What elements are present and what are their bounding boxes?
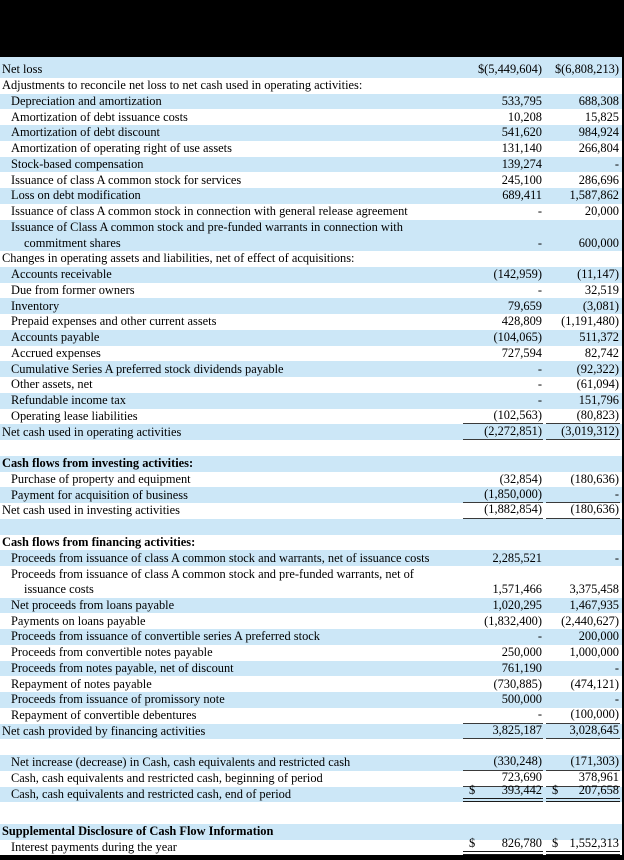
row-label-text: Cash, cash equivalents and restricted cash, beginning of period	[11, 771, 323, 785]
row-label-text: Changes in operating assets and liabilities, net of effect of acquisitions:	[2, 251, 355, 266]
row-label-text: Net cash used in operating activities	[2, 424, 182, 439]
cell-value: 207,658	[578, 782, 619, 797]
table-row	[0, 409, 622, 425]
value-col1	[463, 692, 543, 708]
row-label-text: Proceeds from issuance of promissory note	[11, 692, 225, 707]
value-col1	[463, 754, 543, 771]
value-col1	[463, 472, 543, 488]
value-col1	[463, 629, 543, 645]
value-col2	[546, 754, 620, 771]
row-label	[0, 724, 463, 740]
row-label-text: Amortization of operating right of use assets	[11, 141, 232, 155]
value-col1	[463, 707, 543, 724]
row-label	[0, 362, 463, 378]
table-row	[0, 361, 622, 377]
value-col2	[546, 472, 620, 488]
table-row	[0, 566, 622, 598]
value-col1	[463, 125, 543, 141]
value-col2	[546, 645, 620, 661]
row-label	[0, 188, 463, 204]
row-label	[0, 283, 463, 299]
value-col1	[463, 157, 543, 173]
table-row	[0, 377, 622, 393]
cell-value: 1,467,935	[569, 597, 619, 612]
cell-value: 250,000	[501, 645, 542, 659]
cell-value: -	[537, 235, 542, 250]
value-col1	[463, 677, 543, 693]
row-label-text: Prepaid expenses and other current assets	[11, 314, 217, 329]
table-row	[0, 645, 622, 661]
row-label-text: Cash flows from investing activities:	[2, 456, 194, 470]
cell-value: (100,000)	[570, 707, 619, 721]
cell-value: 500,000	[501, 692, 542, 707]
value-col1	[463, 598, 543, 614]
row-label	[0, 840, 463, 856]
row-label	[0, 771, 463, 787]
value-col1	[463, 723, 543, 740]
value-col1	[463, 487, 543, 504]
cell-value: 3,375,458	[569, 582, 619, 596]
cell-value: 2,285,521	[492, 550, 542, 565]
cell-value: (3,019,312)	[561, 423, 619, 438]
table-row	[0, 251, 622, 267]
table-row	[0, 598, 622, 614]
cell-value: -	[614, 660, 619, 675]
cell-value: -	[537, 204, 542, 218]
cell-value: (61,094)	[576, 377, 619, 392]
row-label	[0, 425, 463, 441]
row-label-text: Amortization of debt discount	[11, 125, 161, 140]
cell-value: 245,100	[501, 172, 542, 187]
value-col1	[463, 110, 543, 126]
value-col1	[463, 836, 543, 856]
row-label-text: Refundable income tax	[11, 393, 126, 407]
row-label	[0, 551, 463, 567]
cell-value: 511,372	[579, 330, 619, 344]
row-label-continuation: commitment shares	[24, 235, 121, 250]
value-col2	[546, 330, 620, 346]
row-label-text: Payment for acquisition of business	[11, 487, 188, 502]
value-col2	[546, 141, 620, 157]
table-row	[0, 613, 622, 629]
table-row	[0, 724, 622, 740]
cell-value: -	[537, 707, 542, 721]
row-label-continuation: issuance costs	[24, 582, 94, 596]
cell-value: -	[537, 629, 542, 644]
table-row	[0, 472, 622, 488]
value-col2	[546, 283, 620, 299]
value-col2	[546, 582, 620, 598]
cell-value: 1,000,000	[569, 645, 619, 659]
spacer-row	[0, 802, 622, 824]
row-label-text: Operating lease liabilities	[11, 408, 138, 423]
dollar-sign: $	[469, 782, 476, 797]
table-row	[0, 346, 622, 362]
row-label	[0, 330, 463, 346]
row-label-text: Due from former owners	[11, 282, 135, 297]
cell-value: (1,191,480)	[561, 314, 619, 329]
value-col1	[463, 62, 543, 78]
value-col2	[546, 629, 620, 645]
cell-value: -	[537, 377, 542, 392]
row-label	[0, 78, 463, 94]
value-col1	[463, 173, 543, 189]
value-col2	[546, 125, 620, 141]
spacer-row	[0, 519, 622, 535]
value-col2	[546, 94, 620, 110]
cell-value: -	[614, 692, 619, 707]
table-row	[0, 78, 622, 94]
cell-value: (330,248)	[493, 754, 542, 769]
value-col2	[546, 267, 620, 283]
row-label	[0, 125, 463, 141]
cell-value: 689,411	[502, 188, 542, 203]
table-row	[0, 692, 622, 708]
row-label	[0, 251, 463, 267]
row-label	[0, 220, 463, 251]
cell-value: (1,850,000)	[484, 486, 542, 501]
row-label-text: Proceeds from issuance of class A common stock and pre-funded warrants, net of	[11, 566, 414, 581]
table-row	[0, 141, 622, 157]
cell-value: 10,208	[507, 109, 542, 124]
value-col2	[546, 157, 620, 173]
value-col2	[546, 692, 620, 708]
table-row	[0, 550, 622, 566]
cash-flow-table	[0, 62, 622, 855]
section-header-label	[0, 535, 463, 551]
row-label	[0, 267, 463, 283]
cell-value: 20,000	[584, 204, 619, 218]
row-label-text: Accounts receivable	[11, 267, 112, 281]
row-label	[0, 393, 463, 409]
table-row	[0, 94, 622, 110]
row-label	[0, 598, 463, 614]
value-col2	[546, 362, 620, 378]
row-label-text: Net cash used in investing activities	[2, 503, 180, 518]
value-col2	[546, 502, 620, 519]
table-row	[0, 172, 622, 188]
cell-value: 32,519	[584, 282, 619, 297]
table-row	[0, 125, 622, 141]
row-label-text: Stock-based compensation	[11, 156, 144, 171]
value-col1	[463, 783, 543, 803]
row-label	[0, 346, 463, 362]
row-label	[0, 173, 463, 189]
cell-value: -	[537, 393, 542, 407]
row-label	[0, 157, 463, 173]
row-label-text: Proceeds from notes payable, net of discount	[11, 660, 234, 675]
cell-value: 151,796	[578, 393, 619, 407]
cell-value: 761,190	[501, 660, 542, 675]
value-col1	[463, 502, 543, 519]
table-row	[0, 157, 622, 173]
value-col2	[546, 661, 620, 677]
row-label-text: Net increase (decrease) in Cash, cash equivalents and restricted cash	[11, 755, 351, 770]
cell-value: (3,081)	[582, 298, 619, 313]
cell-value: 533,795	[501, 93, 542, 108]
cell-value: (2,440,627)	[561, 613, 619, 628]
table-row	[0, 109, 622, 125]
cell-value: 393,442	[501, 782, 542, 797]
row-label-text: Net proceeds from loans payable	[11, 597, 175, 612]
row-label	[0, 629, 463, 645]
table-row	[0, 220, 622, 252]
cell-value: 1,587,862	[569, 188, 619, 203]
cell-value: 826,780	[501, 835, 542, 850]
row-label-text: Inventory	[11, 298, 60, 313]
cell-value: 82,742	[584, 345, 619, 360]
value-col1	[463, 346, 543, 362]
value-col2	[546, 707, 620, 724]
cell-value: 428,809	[501, 314, 542, 329]
value-col2	[546, 614, 620, 630]
table-row	[0, 456, 622, 472]
value-col1	[463, 377, 543, 393]
cell-value: 723,690	[501, 770, 542, 784]
cell-value: 688,308	[578, 93, 619, 108]
cell-value: $(5,449,604)	[477, 62, 542, 77]
value-col2	[546, 110, 620, 126]
cell-value: (80,823)	[576, 407, 619, 422]
table-row	[0, 661, 622, 677]
table-row	[0, 487, 622, 503]
value-col1	[463, 551, 543, 567]
value-col2	[546, 173, 620, 189]
row-label	[0, 692, 463, 708]
cell-value: 3,825,187	[492, 722, 542, 737]
table-row	[0, 835, 622, 856]
cell-value: -	[537, 361, 542, 376]
dollar-sign: $	[469, 835, 476, 850]
row-label	[0, 708, 463, 724]
value-col2	[546, 204, 620, 220]
value-col1	[463, 236, 543, 252]
row-label	[0, 314, 463, 330]
row-label	[0, 409, 463, 425]
value-col2	[546, 723, 620, 740]
value-col2	[546, 393, 620, 409]
value-col1	[463, 582, 543, 598]
table-row	[0, 782, 622, 803]
table-row	[0, 267, 622, 283]
cell-value: (730,885)	[493, 676, 542, 691]
value-col1	[463, 188, 543, 204]
dollar-sign: $	[552, 782, 559, 797]
value-col2	[546, 487, 620, 504]
row-label	[0, 645, 463, 661]
spacer-row	[0, 440, 622, 456]
table-row	[0, 676, 622, 692]
row-label	[0, 94, 463, 110]
value-col1	[463, 267, 543, 283]
value-col2	[546, 377, 620, 393]
row-label-text: Loss on debt modification	[11, 188, 141, 203]
row-label-text: Repayment of notes payable	[11, 676, 152, 691]
row-label	[0, 755, 463, 771]
row-label-text: Repayment of convertible debentures	[11, 708, 197, 722]
row-label-text: Issuance of Class A common stock and pre-funded warrants in connection with	[11, 220, 403, 234]
value-col1	[463, 424, 543, 441]
cell-value: 139,274	[501, 156, 542, 171]
table-row	[0, 755, 622, 771]
row-label-text: Issuance of class A common stock in connection with general release agreement	[11, 204, 408, 218]
value-col1	[463, 204, 543, 220]
row-label-text: Accrued expenses	[11, 345, 101, 360]
value-col2	[546, 677, 620, 693]
page-bottom-edge	[0, 855, 624, 860]
cell-value: 266,804	[578, 141, 619, 155]
row-label	[0, 141, 463, 157]
cell-value: (11,147)	[577, 267, 619, 281]
row-label	[0, 204, 463, 220]
row-label-text: Payments on loans payable	[11, 613, 146, 628]
row-label-text: Accounts payable	[11, 330, 100, 344]
spacer-row	[0, 739, 622, 755]
cell-value: -	[614, 156, 619, 171]
value-col2	[546, 299, 620, 315]
section-header-label	[0, 824, 463, 840]
value-col2	[546, 314, 620, 330]
value-col1	[463, 314, 543, 330]
cell-value: 541,620	[501, 125, 542, 140]
row-label	[0, 377, 463, 393]
row-label-text: Net loss	[2, 62, 43, 77]
redacted-header-band	[0, 0, 624, 57]
cell-value: -	[614, 486, 619, 501]
value-col2	[546, 188, 620, 204]
table-row	[0, 188, 622, 204]
cell-value: (2,272,851)	[484, 423, 542, 438]
row-label	[0, 677, 463, 693]
cell-value: (1,832,400)	[484, 613, 542, 628]
row-label-text: Adjustments to reconcile net loss to net cash used in operating activities:	[2, 78, 363, 92]
table-row	[0, 314, 622, 330]
cell-value: 131,140	[501, 141, 542, 155]
cell-value: (1,882,854)	[484, 502, 542, 517]
value-col2	[546, 836, 620, 856]
table-row	[0, 283, 622, 299]
cell-value: 1,571,466	[492, 582, 542, 596]
cell-value: (474,121)	[570, 676, 619, 691]
cell-value: 727,594	[501, 345, 542, 360]
value-col1	[463, 661, 543, 677]
row-label-text: Purchase of property and equipment	[11, 471, 191, 486]
row-label	[0, 488, 463, 504]
cell-value: (102,563)	[493, 407, 542, 422]
value-col2	[546, 408, 620, 425]
row-label	[0, 787, 463, 803]
table-row	[0, 204, 622, 220]
value-col2	[546, 346, 620, 362]
row-label	[0, 503, 463, 519]
value-col1	[463, 393, 543, 409]
row-label	[0, 567, 463, 598]
cell-value: (92,322)	[576, 361, 619, 376]
value-col2	[546, 236, 620, 252]
cell-value: 15,825	[584, 109, 619, 124]
value-col1	[463, 299, 543, 315]
row-label-text: Cumulative Series A preferred stock dividends payable	[11, 361, 284, 376]
cell-value: (32,854)	[499, 471, 542, 486]
cell-value: -	[614, 550, 619, 565]
value-col1	[463, 283, 543, 299]
cell-value: 984,924	[578, 125, 619, 140]
cell-value: $(6,808,213)	[554, 62, 619, 77]
value-col1	[463, 614, 543, 630]
table-row	[0, 535, 622, 551]
value-col2	[546, 424, 620, 441]
cell-value: (180,636)	[570, 502, 619, 517]
cell-value: (142,959)	[493, 267, 542, 281]
cell-value: (104,065)	[493, 330, 542, 344]
value-col2	[546, 551, 620, 567]
value-col2	[546, 598, 620, 614]
cell-value: 378,961	[578, 770, 619, 784]
value-col2	[546, 783, 620, 803]
value-col1	[463, 330, 543, 346]
cell-value: 1,020,295	[492, 597, 542, 612]
cell-value: 1,552,313	[569, 835, 619, 850]
row-label-text: Proceeds from issuance of class A common stock and warrants, net of issuance costs	[11, 550, 430, 565]
cell-value: -	[537, 282, 542, 297]
row-label-text: Interest payments during the year	[11, 839, 177, 854]
value-col1	[463, 94, 543, 110]
value-col1	[463, 141, 543, 157]
row-label-text: Supplemental Disclosure of Cash Flow Information	[2, 824, 274, 839]
row-label	[0, 614, 463, 630]
table-row	[0, 393, 622, 409]
table-row	[0, 503, 622, 519]
row-label-text: Depreciation and amortization	[11, 93, 162, 108]
cell-value: 600,000	[578, 235, 619, 250]
cell-value: (180,636)	[570, 471, 619, 486]
cell-value: 200,000	[578, 629, 619, 644]
table-row	[0, 330, 622, 346]
row-label	[0, 661, 463, 677]
value-col1	[463, 362, 543, 378]
row-label	[0, 110, 463, 126]
table-row	[0, 424, 622, 440]
value-col1	[463, 645, 543, 661]
table-row	[0, 62, 622, 78]
row-label-text: Proceeds from convertible notes payable	[11, 645, 213, 659]
row-label-text: Cash flows from financing activities:	[2, 534, 196, 549]
row-label-text: Issuance of class A common stock for services	[11, 172, 242, 187]
value-col2	[546, 62, 620, 78]
dollar-sign: $	[552, 835, 559, 850]
row-label-text: Cash, cash equivalents and restricted cash, end of period	[11, 786, 292, 801]
row-label	[0, 62, 463, 78]
row-label-text: Net cash provided by financing activities	[2, 723, 206, 738]
row-label-text: Amortization of debt issuance costs	[11, 109, 188, 124]
row-label	[0, 299, 463, 315]
row-label-text: Proceeds from issuance of convertible series A preferred stock	[11, 629, 320, 644]
table-row	[0, 629, 622, 645]
cell-value: 286,696	[578, 172, 619, 187]
cell-value: 79,659	[507, 298, 542, 313]
cell-value: (171,303)	[570, 754, 619, 769]
table-row	[0, 298, 622, 314]
row-label-text: Other assets, net	[11, 377, 93, 392]
section-header-label	[0, 456, 463, 472]
table-row	[0, 708, 622, 724]
value-col1	[463, 408, 543, 425]
row-label	[0, 472, 463, 488]
cell-value: 3,028,645	[569, 722, 619, 737]
